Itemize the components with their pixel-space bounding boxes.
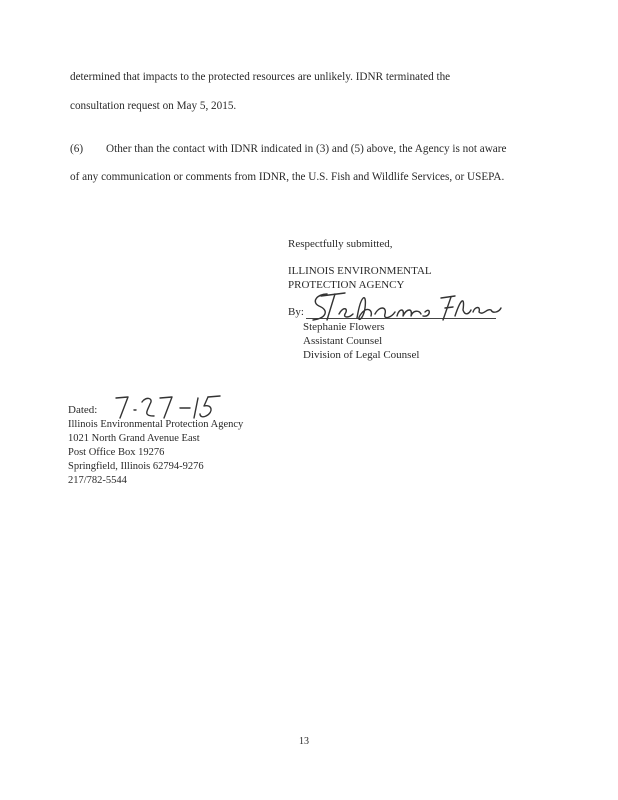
org-name-line-1: ILLINOIS ENVIRONMENTAL [288,265,432,277]
paragraph-6-line-1: Other than the contact with IDNR indicated in (3) and (5) above, the Agency is not aware [106,143,507,155]
dated-label: Dated: [68,404,98,416]
address-line-1: Illinois Environmental Protection Agency [68,419,244,430]
page-number: 13 [299,736,309,747]
paragraph-continuation-line-1: determined that impacts to the protected resources are unlikely. IDNR terminated the [70,71,451,83]
paragraph-6-number: (6) [70,143,84,155]
org-name-line-2: PROTECTION AGENCY [288,279,405,291]
signer-division: Division of Legal Counsel [303,349,420,361]
by-label: By: [288,306,304,318]
address-line-5: 217/782-5544 [68,475,127,486]
closing-text: Respectfully submitted, [288,238,393,250]
signer-name: Stephanie Flowers [303,321,385,333]
address-line-2: 1021 North Grand Avenue East [68,433,200,444]
address-line-4: Springfield, Illinois 62794-9276 [68,461,204,472]
address-line-3: Post Office Box 19276 [68,447,165,458]
paragraph-6-line-2: of any communication or comments from IDNR, the U.S. Fish and Wildlife Services, or USEPA. [70,171,505,183]
handwritten-date [110,392,230,422]
signer-title: Assistant Counsel [303,335,383,347]
paragraph-continuation-line-2: consultation request on May 5, 2015. [70,100,237,112]
